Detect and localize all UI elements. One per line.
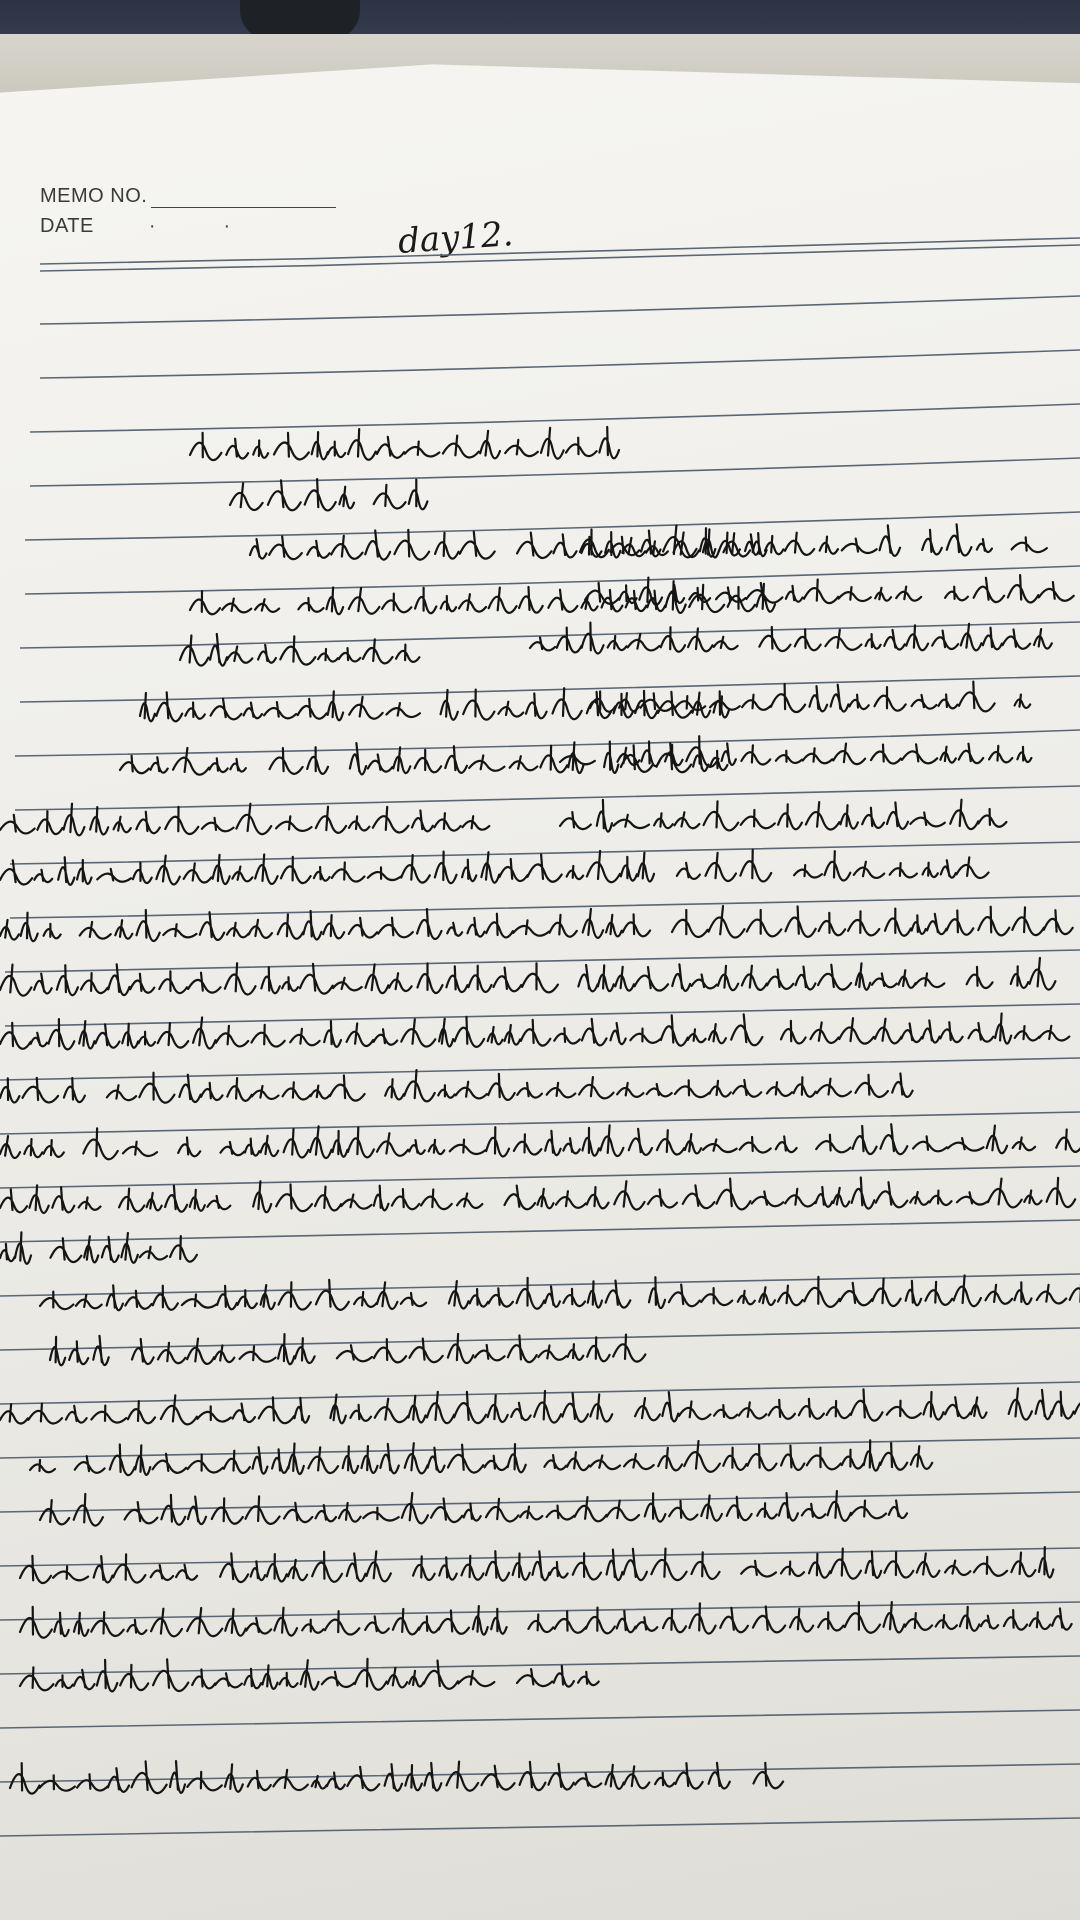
handwriting-line [0,1014,1069,1050]
handwriting-line [30,1440,932,1475]
handwriting-line [0,1389,1080,1425]
handwriting-line [140,688,729,721]
handwriting-line [0,1070,913,1103]
handwriting-line [590,682,1030,712]
handwriting-line [190,427,619,460]
handwriting-line [0,1232,197,1263]
handwriting-line [530,623,1052,654]
handwriting-line [20,1659,599,1692]
handwriting-line [20,1547,1053,1583]
handwriting-line [230,479,427,510]
memo-no-label: MEMO NO. [40,185,148,207]
handwriting-line [0,1124,1080,1159]
handwriting-line [20,1602,1072,1638]
handwriting-line [180,634,419,666]
handwriting-line [0,906,1073,941]
handwritten-date: day12. [396,214,515,262]
handwriting-line [40,1276,1080,1311]
handwriting-line [560,736,1031,767]
handwriting-line [250,529,767,559]
handwriting-line [560,800,1006,832]
date-label: DATE [40,215,94,237]
handwriting-line [0,958,1055,996]
handwriting-line [120,742,727,775]
handwriting-line [0,804,489,836]
handwriting-line [0,1178,1075,1213]
handwriting-line [50,1334,645,1365]
handwriting-line [585,575,1074,605]
handwriting-line [10,1761,783,1794]
handwriting-line [40,1491,907,1525]
date-dots: ·· [148,215,299,237]
handwriting-line [0,850,989,885]
handwriting-line [190,581,775,614]
handwriting-line [580,524,1047,557]
